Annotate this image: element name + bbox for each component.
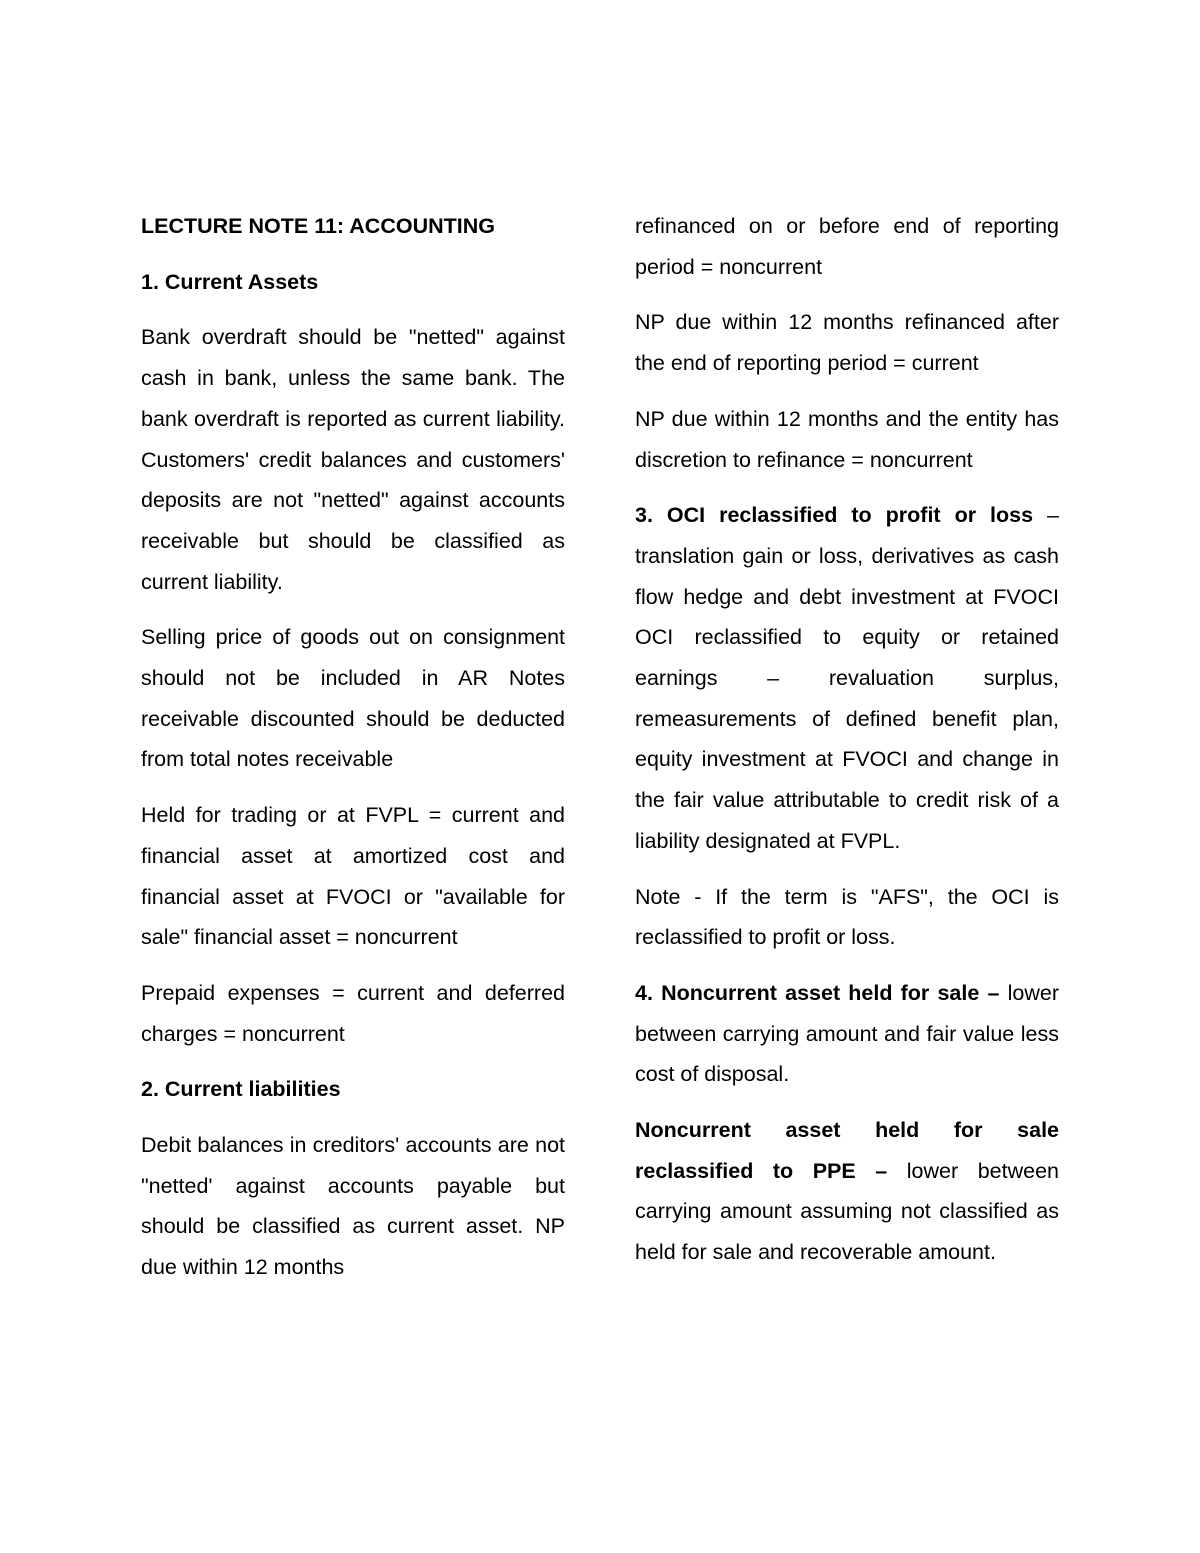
oci-dash: – bbox=[1033, 503, 1059, 528]
paragraph-held-for-trading: Held for trading or at FVPL = current and financial asset at amortized cost and financial asset at FVOCI or "available for sale" financial asset = noncurrent bbox=[141, 803, 565, 950]
paragraph-prepaid-expenses: Prepaid expenses = current and deferred charges = noncurrent bbox=[141, 980, 565, 1046]
paragraph-oci-reclassified bbox=[635, 495, 1059, 861]
left-column bbox=[141, 206, 565, 1303]
reclassified-ppe-text: lower between carrying amount assuming not classified as held for sale and recoverable amount. bbox=[635, 1158, 1059, 1265]
held-for-sale-text: lower between carrying amount and fair value less cost of disposal. bbox=[635, 980, 1059, 1087]
section-heading-current-liabilities: 2. Current liabilities bbox=[141, 1077, 341, 1102]
paragraph-selling-price: Selling price of goods out on consignment should not be included in AR Notes receivable discounted should be deducted from total notes receivable bbox=[141, 625, 565, 772]
paragraph-refinanced-before: refinanced on or before end of reporting period = noncurrent bbox=[635, 214, 1059, 279]
right-column bbox=[635, 206, 1059, 1288]
paragraph-refinanced-after: NP due within 12 months refinanced after the end of reporting period = current bbox=[635, 310, 1059, 376]
section-heading-oci: 3. OCI reclassified to profit or loss bbox=[635, 503, 1034, 528]
heading-reclassified-ppe: Noncurrent asset held for sale reclassified to PPE – bbox=[635, 1118, 1059, 1183]
paragraph-held-for-sale bbox=[635, 973, 1059, 1095]
paragraph-discretion-refinance: NP due within 12 months and the entity has discretion to refinance = noncurrent bbox=[635, 406, 1059, 472]
section-heading-current-assets: 1. Current Assets bbox=[141, 269, 319, 294]
section-heading-held-for-sale: 4. Noncurrent asset held for sale – bbox=[635, 980, 1000, 1005]
paragraph-bank-overdraft: Bank overdraft should be "netted" against cash in bank, unless the same bank. The bank overdraft is reported as current liability. Customers' credit balances and customers' deposits are not "netted" against accounts receivable but should be classified as current liability. bbox=[141, 325, 565, 594]
paragraph-reclassified-ppe bbox=[635, 1110, 1059, 1273]
paragraph-afs-note: Note - If the term is "AFS", the OCI is reclassified to profit or loss. bbox=[635, 884, 1059, 950]
page-title: LECTURE NOTE 11: ACCOUNTING bbox=[141, 214, 495, 238]
oci-text: translation gain or loss, derivatives as cash flow hedge and debt investment at FVOCI OCI reclassified to equity or retained earnings – revaluation surplus, remeasurements of defined benefit plan, equity investment at FVOCI and change in the fair value attributable to credit risk of a liability designated at FVPL. bbox=[635, 543, 1059, 853]
paragraph-debit-balances: Debit balances in creditors' accounts are not "netted' against accounts payable but should be classified as current asset. NP due within 12 months bbox=[141, 1133, 565, 1280]
